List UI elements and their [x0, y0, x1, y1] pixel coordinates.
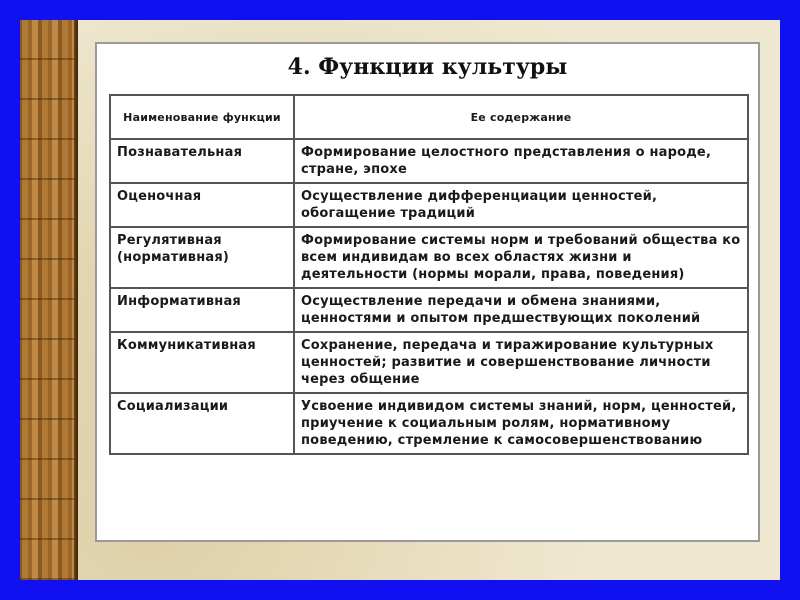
function-name: Коммуникативная [110, 332, 294, 393]
function-content: Усвоение индивидом системы знаний, норм, ценностей, приучение к социальным ролям, нормативному поведению, стремление к самосовершенствованию [294, 393, 748, 454]
function-content: Сохранение, передача и тиражирование культурных ценностей; развитие и совершенствование личности через общение [294, 332, 748, 393]
table-row [110, 227, 748, 288]
function-name: Социализации [110, 393, 294, 454]
table-row [110, 183, 748, 227]
function-content: Формирование системы норм и требований общества ко всем индивидам во всех областях жизни и деятельности (нормы морали, права, поведения) [294, 227, 748, 288]
function-name: Информативная [110, 288, 294, 332]
table-row [110, 393, 748, 454]
decorative-wood-strip [20, 20, 78, 580]
function-name: Регулятивная (нормативная) [110, 227, 294, 288]
table-row [110, 139, 748, 183]
function-name: Оценочная [110, 183, 294, 227]
column-header-name: Наименование функции [110, 95, 294, 139]
function-content: Формирование целостного представления о народе, стране, эпохе [294, 139, 748, 183]
functions-table [109, 94, 749, 455]
page-title: 4. Функции культуры [287, 54, 568, 80]
column-header-content: Ее содержание [294, 95, 748, 139]
function-content: Осуществление дифференциации ценностей, обогащение традиций [294, 183, 748, 227]
table-row [110, 332, 748, 393]
function-content: Осуществление передачи и обмена знаниями, ценностями и опытом предшествующих поколений [294, 288, 748, 332]
table-row [110, 288, 748, 332]
function-name: Познавательная [110, 139, 294, 183]
table-header-row [110, 95, 748, 139]
content-panel [95, 42, 760, 542]
